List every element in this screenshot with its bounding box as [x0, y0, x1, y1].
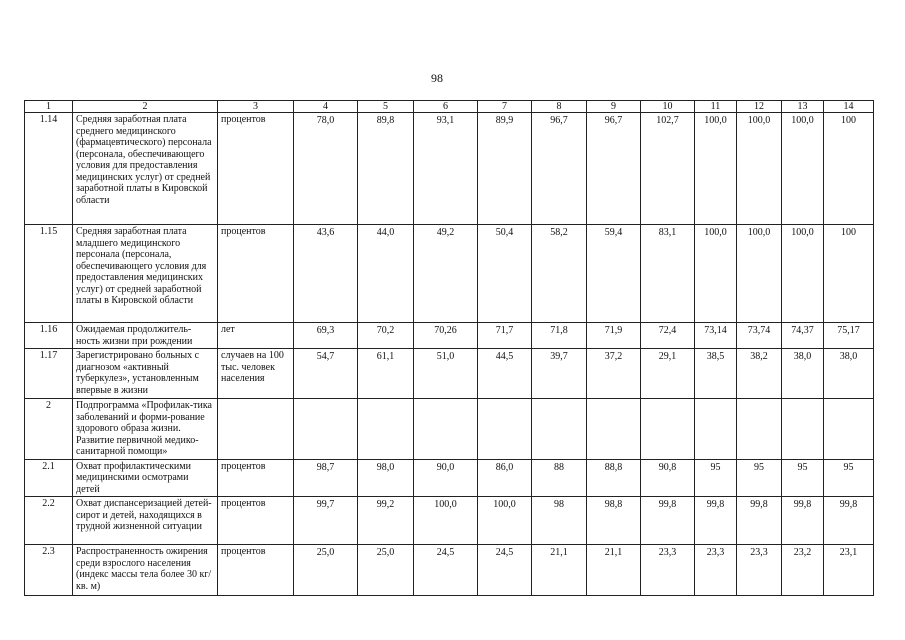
- value-cell: 75,17: [824, 323, 874, 349]
- header-row: [25, 101, 874, 113]
- value-cell: 43,6: [294, 225, 358, 323]
- column-header-12: 12: [737, 101, 782, 113]
- value-cell: 24,5: [478, 545, 532, 596]
- value-cell: [695, 399, 737, 460]
- value-cell: 54,7: [294, 349, 358, 399]
- value-cell: 71,9: [587, 323, 641, 349]
- table-row: [25, 349, 874, 399]
- value-cell: 96,7: [587, 113, 641, 225]
- unit-cell: лет: [218, 323, 294, 349]
- row-number-cell: 2.1: [25, 459, 73, 497]
- value-cell: 38,2: [737, 349, 782, 399]
- value-cell: 95: [695, 459, 737, 497]
- indicator-name-cell: Подпрограмма «Профилак-тика заболеваний и форми-рование здорового образа жизни. Развитие первичной медико-санитарной помощи»: [73, 399, 218, 460]
- value-cell: 95: [824, 459, 874, 497]
- value-cell: 95: [737, 459, 782, 497]
- value-cell: 44,5: [478, 349, 532, 399]
- value-cell: 95: [782, 459, 824, 497]
- value-cell: 96,7: [532, 113, 587, 225]
- value-cell: 102,7: [641, 113, 695, 225]
- column-header-8: 8: [532, 101, 587, 113]
- column-header-1: 1: [25, 101, 73, 113]
- value-cell: 71,8: [532, 323, 587, 349]
- value-cell: 73,14: [695, 323, 737, 349]
- value-cell: 39,7: [532, 349, 587, 399]
- value-cell: 98,8: [587, 497, 641, 545]
- column-header-3: 3: [218, 101, 294, 113]
- value-cell: 38,5: [695, 349, 737, 399]
- indicator-name-cell: Охват диспансеризацией детей-сирот и детей, находящихся в трудной жизненной ситуации: [73, 497, 218, 545]
- row-number-cell: 1.15: [25, 225, 73, 323]
- value-cell: 99,8: [782, 497, 824, 545]
- value-cell: 21,1: [587, 545, 641, 596]
- value-cell: 51,0: [414, 349, 478, 399]
- value-cell: 98,0: [358, 459, 414, 497]
- value-cell: 25,0: [358, 545, 414, 596]
- value-cell: 93,1: [414, 113, 478, 225]
- value-cell: 44,0: [358, 225, 414, 323]
- indicator-name-cell: Распространенность ожирения среди взрослого населения (индекс массы тела более 30 кг/кв. м): [73, 545, 218, 596]
- value-cell: 100,0: [737, 225, 782, 323]
- value-cell: [532, 399, 587, 460]
- value-cell: 100,0: [782, 113, 824, 225]
- value-cell: 88,8: [587, 459, 641, 497]
- value-cell: 99,8: [737, 497, 782, 545]
- value-cell: 25,0: [294, 545, 358, 596]
- value-cell: 38,0: [824, 349, 874, 399]
- table-row: [25, 497, 874, 545]
- column-header-11: 11: [695, 101, 737, 113]
- table-row: [25, 545, 874, 596]
- value-cell: 37,2: [587, 349, 641, 399]
- value-cell: 78,0: [294, 113, 358, 225]
- row-number-cell: 1.14: [25, 113, 73, 225]
- value-cell: 89,8: [358, 113, 414, 225]
- unit-cell: процентов: [218, 545, 294, 596]
- value-cell: 73,74: [737, 323, 782, 349]
- unit-cell: процентов: [218, 497, 294, 545]
- value-cell: 99,8: [824, 497, 874, 545]
- row-number-cell: 1.17: [25, 349, 73, 399]
- value-cell: 23,1: [824, 545, 874, 596]
- table-row: [25, 459, 874, 497]
- value-cell: 99,8: [641, 497, 695, 545]
- column-header-13: 13: [782, 101, 824, 113]
- value-cell: 49,2: [414, 225, 478, 323]
- indicator-name-cell: Зарегистрировано больных с диагнозом «активный туберкулез», установленным впервые в жизни: [73, 349, 218, 399]
- value-cell: [737, 399, 782, 460]
- value-cell: 100: [824, 113, 874, 225]
- column-header-7: 7: [478, 101, 532, 113]
- data-table: [24, 100, 874, 596]
- value-cell: 69,3: [294, 323, 358, 349]
- value-cell: 72,4: [641, 323, 695, 349]
- value-cell: 83,1: [641, 225, 695, 323]
- column-header-14: 14: [824, 101, 874, 113]
- value-cell: 90,8: [641, 459, 695, 497]
- unit-cell: процентов: [218, 459, 294, 497]
- value-cell: [358, 399, 414, 460]
- value-cell: 99,8: [695, 497, 737, 545]
- value-cell: 98: [532, 497, 587, 545]
- value-cell: 100,0: [782, 225, 824, 323]
- value-cell: 38,0: [782, 349, 824, 399]
- table-row: [25, 323, 874, 349]
- value-cell: 100,0: [695, 113, 737, 225]
- value-cell: 100,0: [695, 225, 737, 323]
- value-cell: 23,3: [737, 545, 782, 596]
- column-header-6: 6: [414, 101, 478, 113]
- column-header-4: 4: [294, 101, 358, 113]
- value-cell: 70,26: [414, 323, 478, 349]
- value-cell: 23,3: [641, 545, 695, 596]
- row-number-cell: 2.3: [25, 545, 73, 596]
- value-cell: [478, 399, 532, 460]
- indicator-name-cell: Ожидаемая продолжитель-ность жизни при рождении: [73, 323, 218, 349]
- value-cell: 70,2: [358, 323, 414, 349]
- row-number-cell: 2.2: [25, 497, 73, 545]
- value-cell: [641, 399, 695, 460]
- value-cell: 99,7: [294, 497, 358, 545]
- value-cell: [414, 399, 478, 460]
- value-cell: 21,1: [532, 545, 587, 596]
- value-cell: 86,0: [478, 459, 532, 497]
- value-cell: 100,0: [737, 113, 782, 225]
- value-cell: 29,1: [641, 349, 695, 399]
- value-cell: [782, 399, 824, 460]
- value-cell: [587, 399, 641, 460]
- unit-cell: случаев на 100 тыс. человек населения: [218, 349, 294, 399]
- indicator-name-cell: Средняя заработная плата среднего медицинского (фармацевтического) персонала (персонала, обеспечивающего условия для предоставления медицинских услуг) от средней заработной платы в Кировской области: [73, 113, 218, 225]
- value-cell: 59,4: [587, 225, 641, 323]
- value-cell: 100,0: [478, 497, 532, 545]
- value-cell: 23,2: [782, 545, 824, 596]
- value-cell: 74,37: [782, 323, 824, 349]
- value-cell: 61,1: [358, 349, 414, 399]
- value-cell: 100: [824, 225, 874, 323]
- value-cell: [294, 399, 358, 460]
- column-header-5: 5: [358, 101, 414, 113]
- table-row: [25, 113, 874, 225]
- value-cell: 89,9: [478, 113, 532, 225]
- row-number-cell: 2: [25, 399, 73, 460]
- value-cell: 50,4: [478, 225, 532, 323]
- page-number: 98: [431, 71, 443, 85]
- column-header-2: 2: [73, 101, 218, 113]
- value-cell: 58,2: [532, 225, 587, 323]
- value-cell: 100,0: [414, 497, 478, 545]
- value-cell: 24,5: [414, 545, 478, 596]
- unit-cell: процентов: [218, 113, 294, 225]
- value-cell: 98,7: [294, 459, 358, 497]
- table-row: [25, 399, 874, 460]
- indicator-name-cell: Средняя заработная плата младшего медицинского персонала (персонала, обеспечивающего условия для предоставления медицинских услуг) от средней заработной платы в Кировской области: [73, 225, 218, 323]
- column-header-9: 9: [587, 101, 641, 113]
- value-cell: 90,0: [414, 459, 478, 497]
- row-number-cell: 1.16: [25, 323, 73, 349]
- value-cell: 99,2: [358, 497, 414, 545]
- value-cell: [824, 399, 874, 460]
- table-row: [25, 225, 874, 323]
- unit-cell: [218, 399, 294, 460]
- column-header-10: 10: [641, 101, 695, 113]
- value-cell: 71,7: [478, 323, 532, 349]
- value-cell: 23,3: [695, 545, 737, 596]
- indicator-name-cell: Охват профилактическими медицинскими осмотрами детей: [73, 459, 218, 497]
- value-cell: 88: [532, 459, 587, 497]
- unit-cell: процентов: [218, 225, 294, 323]
